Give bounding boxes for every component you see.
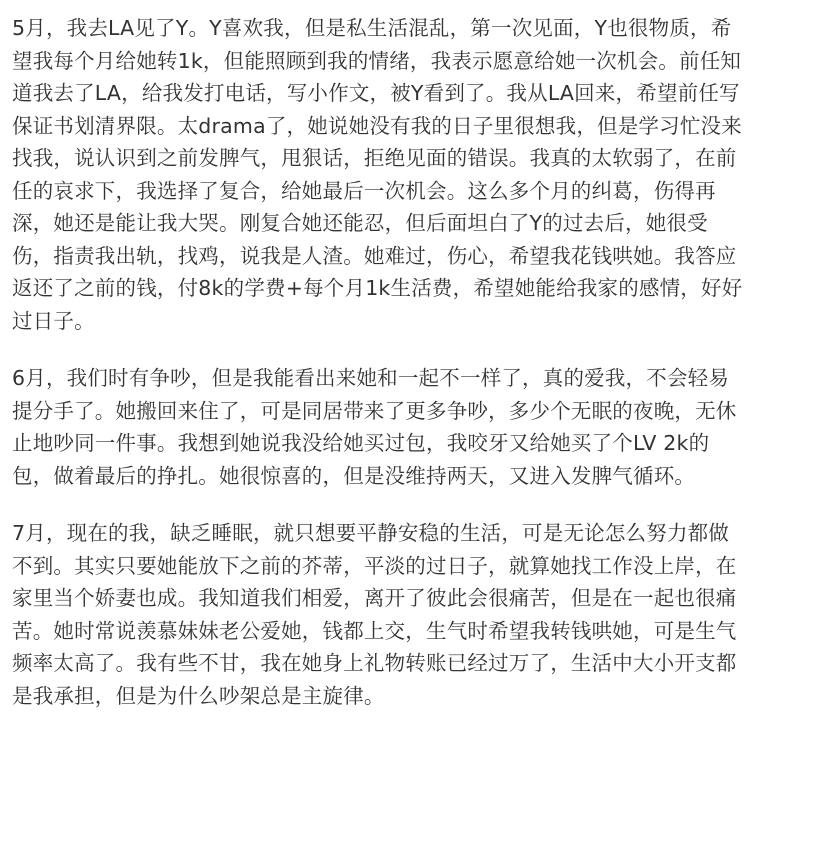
paragraph-june: 6月，我们时有争吵，但是我能看出来她和一起不一样了，真的爱我，不会轻易 提分手了。她搬回来住了，可是同居带来了更多争吵，多少个无眠的夜晚，无休 止地吵同一件事。我想到她说我没给她买过包，我咬牙又给她买了个LV 2k的 包，做着最后的挣扎。她很惊喜的，但是没维持两天，又进入发脾气循环。 [12, 366, 737, 488]
paragraph-july: 7月，现在的我，缺乏睡眠，就只想要平静安稳的生活，可是无论怎么努力都做 不到。其实只要她能放下之前的芥蒂，平淡的过日子，就算她找工作没上岸，在 家里当个娇妻也成。我知道我们相爱，离开了彼此会很痛苦，但是在一起也很痛 苦。她时常说羡慕妹妹老公爱她，钱都上交，生气时希望我转钱哄她，可是生气 频率太高了。我有些不甘，我在她身上礼物转账已经过万了，生活中大小开支都 是我承担，但是为什么吵架总是主旋律。 [12, 521, 737, 708]
paragraph-may: 5月，我去LA见了Y。Y喜欢我，但是私生活混乱，第一次见面，Y也很物质，希 望我每个月给她转1k，但能照顾到我的情绪，我表示愿意给她一次机会。前任知 道我去了LA，给我发打电话，写小作文，被Y看到了。我从LA回来，希望前任写 保证书划清界限。太drama了，她说她没有我的日子里很想我，但是学习忙没来 找我，说认识到之前发脾气，甩狠话，拒绝见面的错误。我真的太软弱了，在前 任的哀求下，我选择了复合，给她最后一次机会。这么多个月的纠葛，伤得再 深，她还是能让我大哭。刚复合她还能忍，但后面坦白了Y的过去后，她很受 伤，指责我出轨，找鸡，说我是人渣。她难过，伤心，希望我花钱哄她。我答应 返还了之前的钱，付8k的学费+每个月1k生活费，希望她能给我家的感情，好好 过日子。 [12, 16, 743, 333]
